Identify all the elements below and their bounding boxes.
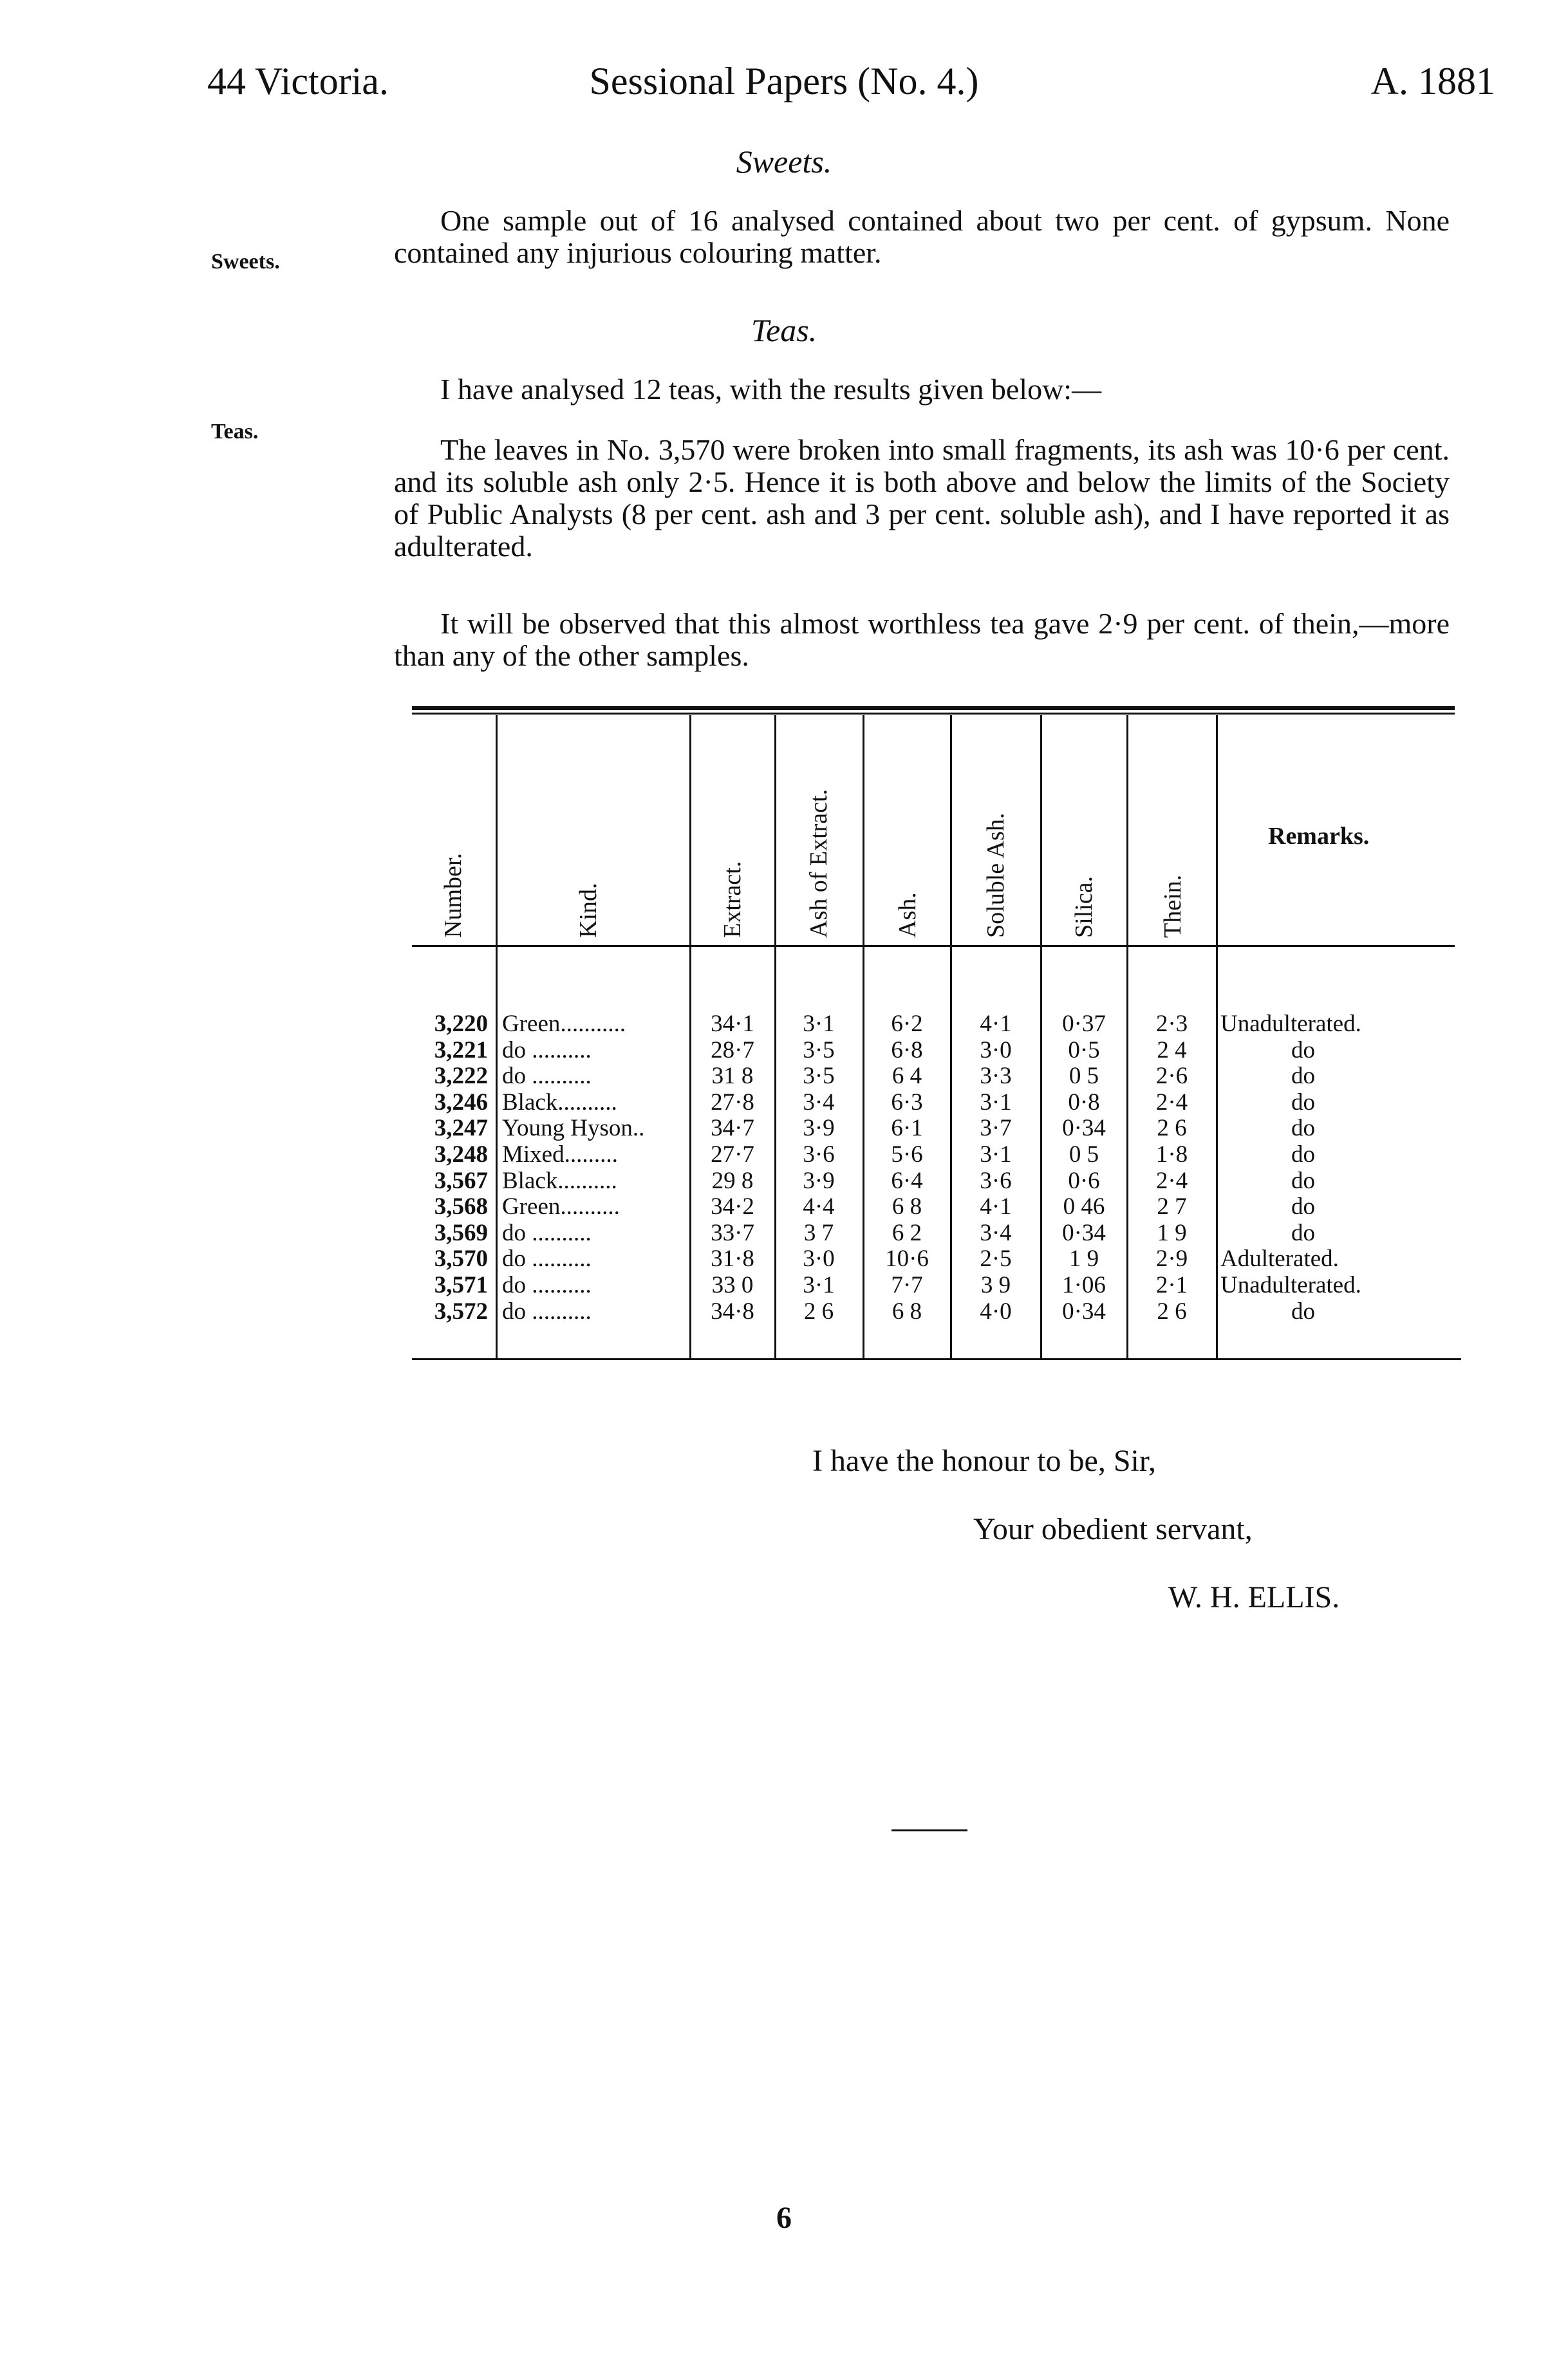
cell-thein: 2·4 — [1155, 1089, 1188, 1116]
cell-soluble-ash: 2·5 — [980, 1246, 1012, 1273]
col-header-extract: Extract. — [719, 861, 746, 938]
teas-paragraph-1: The leaves in No. 3,570 were broken into small fragments, its ash was 10·6 per cent. and its soluble ash only 2·5. Hence it is both above and below the limits of the Society of Public Analysts (8 per cent. ash and 3 per cent. soluble ash), and I have reported it as adulterated. — [394, 433, 1450, 563]
cell-soluble-ash: 3·1 — [980, 1141, 1012, 1168]
cell-thein: 2·9 — [1155, 1246, 1188, 1273]
cell-thein: 2 6 — [1157, 1115, 1187, 1142]
cell-number: 3,220 — [434, 1011, 488, 1037]
cell-remarks: Unadulterated. — [1220, 1272, 1361, 1298]
cell-soluble-ash: 4·1 — [980, 1011, 1012, 1037]
cell-ash: 6 8 — [891, 1193, 922, 1220]
teas-intro: I have analysed 12 teas, with the results given below:— — [440, 373, 1102, 406]
table-top-rule — [412, 706, 1455, 710]
cell-remarks: do — [1291, 1141, 1315, 1168]
cell-silica: 0 5 — [1069, 1141, 1099, 1168]
teas-title: Teas. — [751, 312, 817, 348]
cell-soluble-ash: 4·1 — [980, 1193, 1012, 1220]
cell-remarks: do — [1291, 1063, 1315, 1090]
cell-ash-extract: 3·6 — [803, 1141, 835, 1168]
teas-paragraph-2: It will be observed that this almost worthless tea gave 2·9 per cent. of thein,—more than any of the other samples. — [394, 607, 1450, 672]
cell-ash: 7·7 — [891, 1272, 923, 1298]
col-header-silica: Silica. — [1070, 875, 1097, 938]
cell-remarks: do — [1291, 1298, 1315, 1325]
col-divider — [689, 715, 691, 1359]
cell-ash-extract: 4·4 — [803, 1193, 835, 1220]
cell-silica: 0·34 — [1062, 1219, 1106, 1246]
cell-ash-extract: 3·4 — [803, 1089, 835, 1116]
cell-extract: 34·2 — [711, 1193, 754, 1220]
teas-margin-note: Teas. — [211, 420, 259, 444]
cell-ash-extract: 3·0 — [803, 1246, 835, 1273]
cell-extract: 31 8 — [711, 1063, 754, 1090]
cell-remarks: do — [1291, 1036, 1315, 1063]
col-divider — [496, 715, 498, 1359]
cell-silica: 0 5 — [1069, 1063, 1099, 1090]
cell-ash: 6·8 — [891, 1036, 923, 1063]
cell-extract: 34·1 — [711, 1011, 754, 1037]
cell-silica: 0·37 — [1062, 1011, 1106, 1037]
cell-number: 3,572 — [434, 1298, 488, 1325]
cell-ash-extract: 3·1 — [803, 1272, 835, 1298]
cell-kind: Black.......... — [502, 1089, 617, 1116]
col-divider — [1216, 715, 1218, 1359]
cell-ash: 6·4 — [891, 1167, 923, 1194]
cell-thein: 2 7 — [1157, 1193, 1187, 1220]
cell-ash-extract: 3 7 — [803, 1219, 834, 1246]
sweets-paragraph: One sample out of 16 analysed contained about two per cent. of gypsum. None contained any injurious colouring matter. — [394, 204, 1450, 269]
col-header-remarks: Remarks. — [1268, 823, 1370, 850]
cell-number: 3,570 — [434, 1246, 488, 1273]
cell-silica: 1 9 — [1069, 1246, 1099, 1273]
closing-line-2: Your obedient servant, — [973, 1512, 1253, 1546]
cell-kind: do .......... — [502, 1036, 592, 1063]
cell-remarks: do — [1291, 1219, 1315, 1246]
cell-number: 3,569 — [434, 1219, 488, 1246]
table-bottom-rule — [412, 1358, 1461, 1360]
cell-silica: 0·34 — [1062, 1115, 1106, 1142]
cell-soluble-ash: 3·1 — [980, 1089, 1012, 1116]
cell-silica: 0·6 — [1068, 1167, 1100, 1194]
cell-remarks: do — [1291, 1115, 1315, 1142]
cell-ash: 6 2 — [891, 1219, 922, 1246]
cell-kind: Green.......... — [502, 1193, 620, 1220]
cell-thein: 2·6 — [1155, 1063, 1188, 1090]
cell-extract: 27·8 — [711, 1089, 754, 1116]
cell-kind: do .......... — [502, 1063, 592, 1090]
closing-line-1: I have the honour to be, Sir, — [812, 1444, 1156, 1478]
cell-ash: 6 8 — [891, 1298, 922, 1325]
col-divider — [1040, 715, 1042, 1359]
cell-extract: 34·7 — [711, 1115, 754, 1142]
cell-kind: do .......... — [502, 1219, 592, 1246]
cell-ash: 6 4 — [891, 1063, 922, 1090]
cell-extract: 28·7 — [711, 1036, 754, 1063]
col-header-thein: Thein. — [1159, 874, 1186, 938]
cell-ash-extract: 2 6 — [803, 1298, 834, 1325]
header-right: A. 1881 — [1370, 60, 1495, 102]
cell-ash: 6·3 — [891, 1089, 923, 1116]
cell-soluble-ash: 3·4 — [980, 1219, 1012, 1246]
table-header-rule — [412, 945, 1455, 947]
cell-kind: Mixed......... — [502, 1141, 618, 1168]
cell-ash: 5·6 — [891, 1141, 923, 1168]
table-top-rule-thin — [412, 713, 1455, 715]
col-header-ash-of-extract: Ash of Extract. — [805, 789, 832, 938]
cell-remarks: do — [1291, 1167, 1315, 1194]
cell-ash-extract: 3·5 — [803, 1063, 835, 1090]
col-divider — [1126, 715, 1128, 1359]
header-left: 44 Victoria. — [207, 60, 389, 102]
col-divider — [950, 715, 952, 1359]
cell-kind: Black.......... — [502, 1167, 617, 1194]
cell-soluble-ash: 3·7 — [980, 1115, 1012, 1142]
cell-kind: Young Hyson.. — [502, 1115, 645, 1142]
cell-silica: 0·5 — [1068, 1036, 1100, 1063]
cell-ash-extract: 3·5 — [803, 1036, 835, 1063]
sweets-margin-note: Sweets. — [211, 250, 280, 274]
header-center: Sessional Papers (No. 4.) — [589, 60, 979, 102]
cell-kind: do .......... — [502, 1246, 592, 1273]
cell-ash-extract: 3·1 — [803, 1011, 835, 1037]
col-header-number: Number. — [440, 853, 467, 938]
cell-extract: 31·8 — [711, 1246, 754, 1273]
cell-number: 3,248 — [434, 1141, 488, 1168]
cell-soluble-ash: 3 9 — [980, 1272, 1011, 1298]
cell-number: 3,222 — [434, 1063, 488, 1090]
cell-number: 3,568 — [434, 1193, 488, 1220]
cell-thein: 1·8 — [1155, 1141, 1188, 1168]
page-number: 6 — [776, 2201, 792, 2235]
separator-rule — [891, 1829, 967, 1831]
cell-thein: 1 9 — [1157, 1219, 1187, 1246]
cell-kind: do .......... — [502, 1298, 592, 1325]
cell-number: 3,567 — [434, 1167, 488, 1194]
cell-ash-extract: 3·9 — [803, 1115, 835, 1142]
cell-kind: do .......... — [502, 1272, 592, 1298]
cell-silica: 0·34 — [1062, 1298, 1106, 1325]
cell-ash-extract: 3·9 — [803, 1167, 835, 1194]
cell-thein: 2 4 — [1157, 1036, 1187, 1063]
cell-number: 3,571 — [434, 1272, 488, 1298]
cell-extract: 33·7 — [711, 1219, 754, 1246]
cell-number: 3,246 — [434, 1089, 488, 1116]
cell-number: 3,247 — [434, 1115, 488, 1142]
cell-ash: 6·1 — [891, 1115, 923, 1142]
cell-ash: 6·2 — [891, 1011, 923, 1037]
cell-ash: 10·6 — [885, 1246, 929, 1273]
cell-remarks: Unadulterated. — [1220, 1011, 1361, 1037]
cell-thein: 2·4 — [1155, 1167, 1188, 1194]
cell-extract: 33 0 — [711, 1272, 754, 1298]
cell-kind: Green........... — [502, 1011, 626, 1037]
tea-analysis-table — [412, 706, 1455, 1373]
cell-remarks: do — [1291, 1193, 1315, 1220]
cell-soluble-ash: 3·3 — [980, 1063, 1012, 1090]
cell-remarks: Adulterated. — [1220, 1246, 1339, 1273]
col-divider — [774, 715, 776, 1359]
cell-thein: 2·3 — [1155, 1011, 1188, 1037]
cell-remarks: do — [1291, 1089, 1315, 1116]
cell-soluble-ash: 3·0 — [980, 1036, 1012, 1063]
signature: W. H. ELLIS. — [1168, 1580, 1340, 1614]
cell-extract: 29 8 — [711, 1167, 754, 1194]
cell-extract: 34·8 — [711, 1298, 754, 1325]
col-divider — [863, 715, 864, 1359]
cell-number: 3,221 — [434, 1036, 488, 1063]
col-header-soluble-ash: Soluble Ash. — [982, 812, 1009, 938]
cell-soluble-ash: 4·0 — [980, 1298, 1012, 1325]
cell-extract: 27·7 — [711, 1141, 754, 1168]
col-header-kind: Kind. — [575, 883, 602, 938]
cell-silica: 1·06 — [1062, 1272, 1106, 1298]
cell-thein: 2·1 — [1155, 1272, 1188, 1298]
col-header-ash: Ash. — [894, 892, 921, 938]
cell-soluble-ash: 3·6 — [980, 1167, 1012, 1194]
cell-thein: 2 6 — [1157, 1298, 1187, 1325]
sweets-title: Sweets. — [736, 144, 832, 180]
cell-silica: 0·8 — [1068, 1089, 1100, 1116]
cell-silica: 0 46 — [1063, 1193, 1105, 1220]
